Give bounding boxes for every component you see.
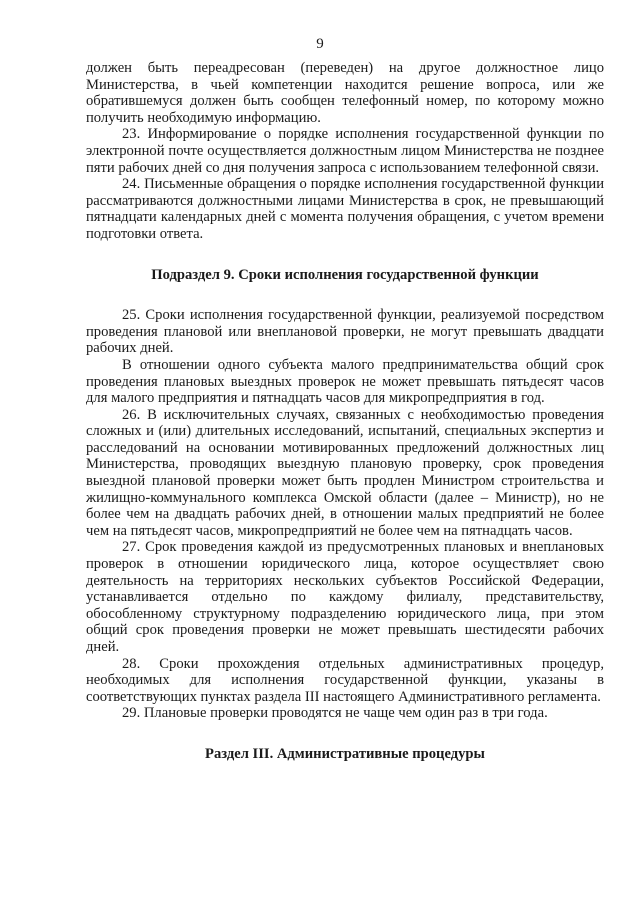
paragraph-25-small-business: В отношении одного субъекта малого предпринимательства общий срок проведения плановых выездных проверок не может превышать пятьдесят часов для малого предприятия и пятнадцать часов для микропредприятия в год. bbox=[86, 356, 604, 407]
paragraph-28: 28. Сроки прохождения отдельных административных процедур, необходимых для исполнения государственной функции, указаны в соответствующих пунктах раздела III настоящего Административного регламента. bbox=[86, 655, 604, 705]
subsection-heading: Подраздел 9. Сроки исполнения государственной функции bbox=[151, 266, 539, 283]
page-number: 9 bbox=[316, 36, 324, 52]
paragraph-29: 29. Плановые проверки проводятся не чаще чем один раз в три года. bbox=[122, 705, 548, 722]
paragraph-24: 24. Письменные обращения о порядке исполнения государственной функции рассматриваются должностными лицами Министерства в срок, не превышающий пятнадцати календарных дней с момента получения обращения, с учетом времени подготовки ответа. bbox=[86, 176, 604, 242]
paragraph-23: 23. Информирование о порядке исполнения государственной функции по электронной почте осуществляется должностным лицом Министерства не позднее пяти рабочих дней со дня получения запроса с использованием телефонной связи. bbox=[86, 126, 604, 176]
paragraph-27: 27. Срок проведения каждой из предусмотренных плановых и внеплановых проверок в отношении юридического лица, которое осуществляет свою деятельность на территориях нескольких субъектов Российской Федерации, устанавливается отдельно по каждому филиалу, представительству, обособленному структурному подразделению юридического лица, при этом общий срок проведения проверки не может превышать шестидесяти рабочих дней. bbox=[86, 539, 604, 655]
paragraph-25: 25. Сроки исполнения государственной функции, реализуемой посредством проведения плановой или внеплановой проверки, не могут превышать двадцати рабочих дней. bbox=[86, 307, 604, 357]
document-body bbox=[86, 60, 604, 763]
paragraph-26: 26. В исключительных случаях, связанных с необходимостью проведения сложных и (или) длительных исследований, испытаний, специальных экспертиз и расследований на основании мотивированных предложений должностных лиц Министерства, проводящих выездную плановую проверку, срок проведения выездной плановой проверки может быть продлен Министром строительства и жилищно-коммунального комплекса Омской области (далее – Министр), но не более чем на двадцать рабочих дней, в отношении малых предприятий не более чем на пятьдесят часов, микропредприятий не более чем на пятнадцать часов. bbox=[86, 406, 604, 539]
section-heading: Раздел III. Административные процедуры bbox=[205, 745, 485, 762]
paragraph-continuation: должен быть переадресован (переведен) на другое должностное лицо Министерства, в чьей компетенции находится решение вопроса, или же обратившемуся должен быть сообщен телефонный номер, по которому можно получить необходимую информацию. bbox=[86, 60, 604, 126]
